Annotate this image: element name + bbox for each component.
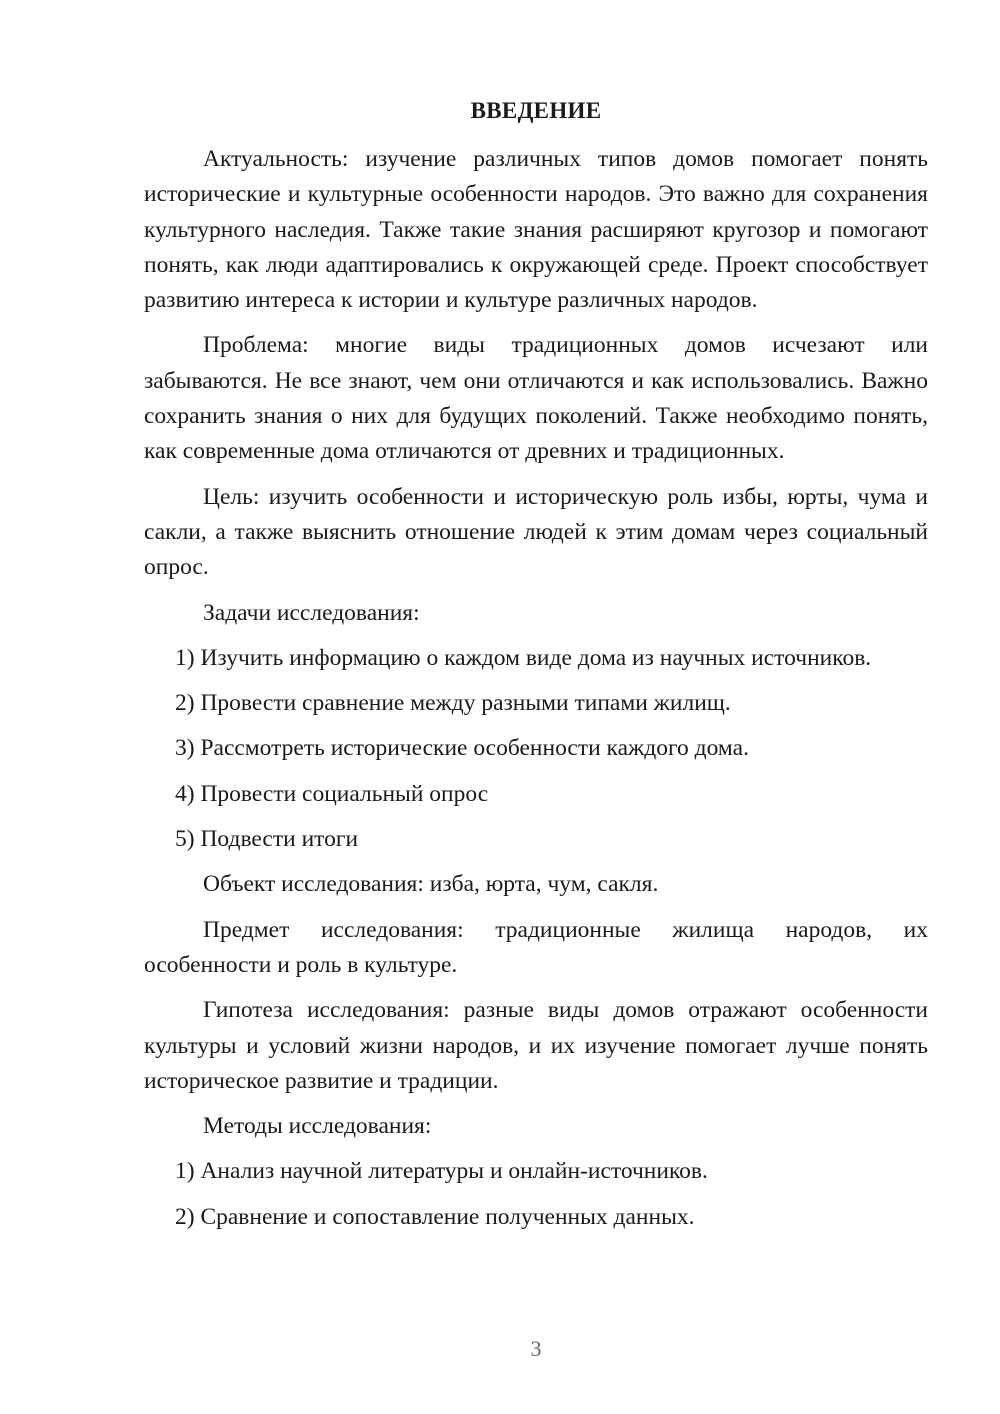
tasks-list bbox=[144, 641, 928, 857]
method-item: 1) Анализ научной литературы и онлайн-источников. bbox=[175, 1158, 708, 1185]
page-title: ВВЕДЕНИЕ bbox=[470, 98, 602, 123]
subject-paragraph: Предмет исследования: традиционные жилища народов, их особенности и роль в культуре. bbox=[144, 916, 928, 978]
document-body bbox=[144, 142, 928, 1245]
problem-paragraph: Проблема: многие виды традиционных домов исчезают или забываются. Не все знают, чем они отличаются и как использовались. Важно сохранить знания о них для будущих поколений. Также необходимо понять, как современные дома отличаются от древних и традиционных. bbox=[144, 332, 928, 465]
relevance-paragraph: Актуальность: изучение различных типов домов помогает понять исторические и культурные особенности народов. Это важно для сохранения культурного наследия. Также такие знания расширяют кругозор и помогают понять, как люди адаптировались к окружающей среде. Проект способствует развитию интереса к истории и культуре различных народов. bbox=[144, 146, 928, 314]
goal-paragraph: Цель: изучить особенности и историческую роль избы, юрты, чума и сакли, а также выяснить отношение людей к этим домам через социальный опрос. bbox=[144, 483, 928, 581]
task-item: 3) Рассмотреть исторические особенности каждого дома. bbox=[175, 735, 749, 762]
page-number: 3 bbox=[530, 1336, 542, 1361]
hypothesis-paragraph: Гипотеза исследования: разные виды домов отражают особенности культуры и условий жизни народов, и их изучение помогает лучше понять историческое развитие и традиции. bbox=[144, 997, 928, 1094]
task-item: 1) Изучить информацию о каждом виде дома из научных источников. bbox=[175, 644, 872, 671]
tasks-heading: Задачи исследования: bbox=[203, 599, 420, 626]
methods-heading: Методы исследования: bbox=[203, 1113, 432, 1140]
method-item: 2) Сравнение и сопоставление полученных данных. bbox=[175, 1203, 695, 1230]
task-item: 4) Провести социальный опрос bbox=[175, 780, 489, 807]
task-item: 5) Подвести итоги bbox=[175, 826, 359, 853]
object-paragraph: Объект исследования: изба, юрта, чум, сакля. bbox=[203, 871, 659, 898]
methods-list bbox=[144, 1154, 928, 1235]
task-item: 2) Провести сравнение между разными типами жилищ. bbox=[175, 690, 731, 717]
